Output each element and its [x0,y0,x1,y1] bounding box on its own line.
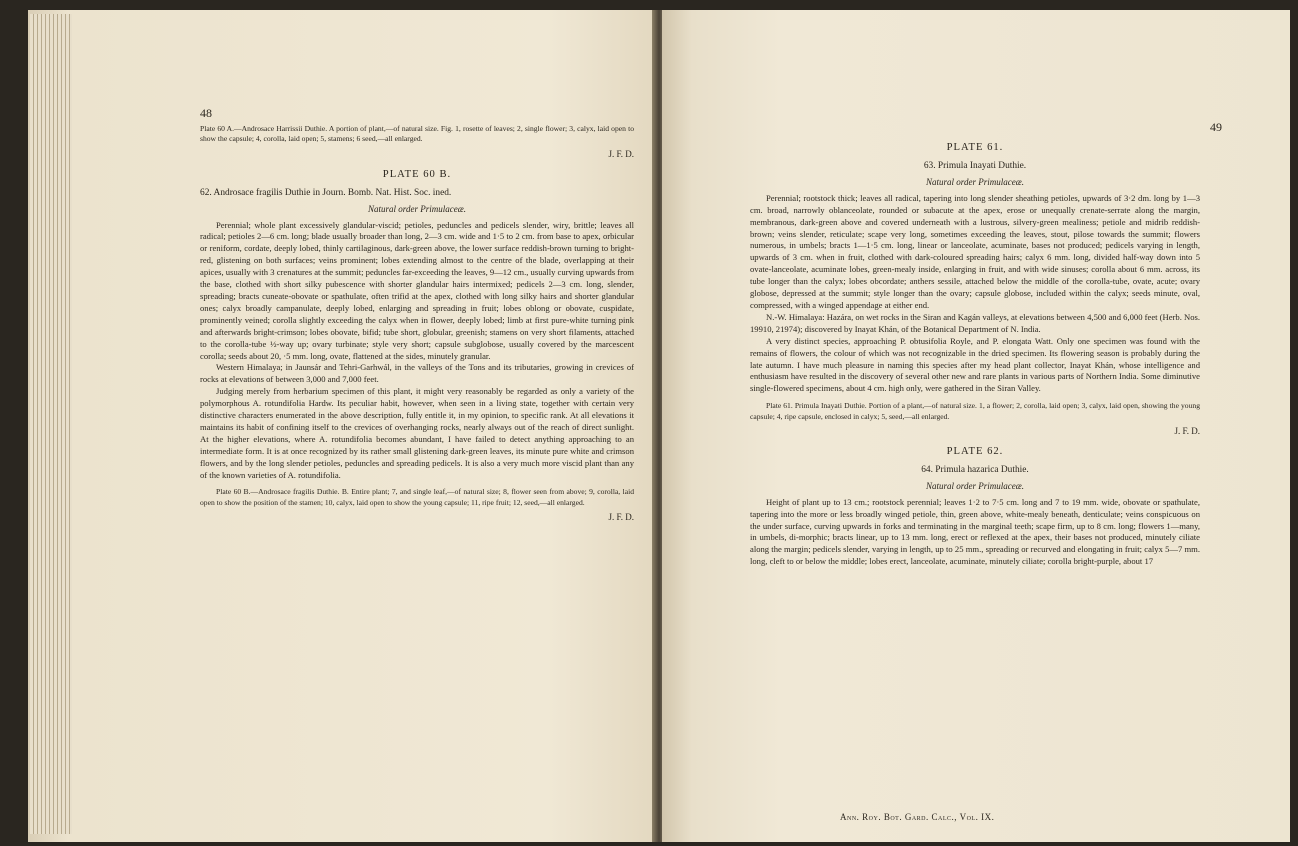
description-paragraph: Perennial; whole plant excessively glandular-viscid; petioles, peduncles and pedicels slender, wiry, brittle; leaves all radical; petioles 2—6 cm. long; blade usually broader than long, 2—3 cm. wide and 1·5 to 2 cm. from base to apex, orbicular or reniform, cordate, deeply lobed, thinly cartilaginous, dark-green above, the lower surface reddish-brown turning to bright-red, glistening on both surfaces; veins prominent; lobes extending almost to the centre of the blade, overlapping at their apices, usually with 3 crenatures at the summit; peduncles far-exceeding the leaves, 9—12 cm., usually curving upwards from the base, clothed with short silky pubescence with shorter glandular hairs intermixed; pedicels 2—3 cm. long, slender, spreading; bracts cuneate-obovate or spathulate, often trifid at the apex, clothed with long silky hairs and shorter glandular ones; calyx broadly campanulate, deeply lobed, enlarging and spreading in fruit; lobes oblong or obovate, cuspidate, prominently veined; corolla slightly exceeding the calyx when in flower, deeply lobed; limb at first pure-white turning pink and afterwards bright-crimson; lobes obovate, bifid; tube short, globular, greenish; stamens on very short filaments, attached to the corolla-tube ½-way up; ovary turbinate; style very short; capsule subglobose, usually covered by the marcescent corolla; seeds about 20, ·5 mm. long, ovate, flattened at the sides, minutely granular. [200,219,634,361]
journal-footer: Ann. Roy. Bot. Gard. Calc., Vol. IX. [840,812,995,822]
right-page [662,10,1290,842]
page-number-right: 49 [1210,120,1222,134]
signature: J. F. D. [608,512,634,523]
page-edges [30,14,72,834]
locality-paragraph: Western Himalaya; in Jaunsár and Tehri-Garhwál, in the valleys of the Tons and its tributaries, growing in crevices of rocks at elevations of between 3,000 and 7,000 feet. [200,362,634,385]
left-page [28,10,656,842]
plate-60b-caption: Plate 60 B.—Androsace fragilis Duthie. B. Entire plant; 7, and single leaf,—of natural size; 8, flower seen from above; 9, corolla, laid open to show the position of the stamen; 10, calyx, laid open to show the young capsule; 11, ripe fruit; 12, seed,—all enlarged. [200,487,634,507]
signature: J. F. D. [608,148,634,159]
species-63-title: 63. Primula Inayati Duthie. [923,161,1027,171]
signature: J. F. D. [1174,426,1200,437]
plate-heading: PLATE 60 B. [382,168,452,180]
natural-order-63: Natural order Primulaceæ. [926,176,1024,187]
plate-60a-caption: Plate 60 A.—Androsace Harrissii Duthie. A portion of plant,—of natural size. Fig. 1, rosette of leaves; 2, single flower; 3, calyx, laid open to show the capsule; 4, corolla, laid open; 5, stamens; 6 seed,—all enlarged. [200,124,634,144]
description-64-paragraph: Height of plant up to 13 cm.; rootstock perennial; leaves 1·2 to 7·5 cm. long and 7 to 19 mm. wide, obovate or spathulate, tapering into the more or less broadly winged petiole, thin, green above, white-mealy beneath, denticulate; veins conspicuous on the under surface, curving upwards in forks and terminating in the marginal teeth; scape firm, up to 8 cm. long; flowers 1—many, in umbels, di-morphic; bracts linear, up to 13 mm. long, erect or reflexed at the apex, their bases not produced, minutely ciliate along the margin; pedicels slender, varying in length, up to 25 mm., spreading or recurved and elongating in fruit; calyx 5—7 mm. long, cleft to or below the middle; lobes erect, lanceolate, acuminate, minutely ciliate; corolla bright-purple, about 17 [750,496,1200,567]
natural-order: Natural order Primulaceæ. [368,203,466,214]
species-64-title: 64. Primula hazarica Duthie. [921,464,1029,475]
left-page-content [200,114,634,524]
remarks-paragraph: Judging merely from herbarium specimen of this plant, it might very reasonably be regarded as only a variety of the polymorphous A. rotundifolia Hardw. Its peculiar habit, however, when seen in a living state, together with certain very distinctive characters enumerated in the above description, fully entitle it, in my opinion, to specific rank. At all elevations it maintains its habit of confining itself to the crevices of overhanging rocks, nearly always out of the reach of direct sunlight. At the higher elevations, where A. rotundifolia becomes abundant, I have failed to detect anything approaching to an intermediate form. It is at once recognized by its rather small glistening dark-green leaves, its minute pure white and crimson flowers, and by the long slender petioles, peduncles and spreading pedicels. It is also a very much more viscid plant than any of the known varieties of A. rotundifolia. [200,386,634,480]
locality-63-paragraph: N.-W. Himalaya: Hazára, on wet rocks in the Siran and Kagán valleys, at elevations between 4,500 and 6,000 feet (Herb. Nos. 19910, 21974); discovered by Inayat Khán, of the Botanical Department of N. India. [750,311,1201,334]
page-number-left: 48 [200,106,212,120]
remarks-63-paragraph: A very distinct species, approaching P. obtusifolia Royle, and P. elongata Watt. Only one specimen was found with the remains of flowers, the colour of which was not recognizable in the dried specimen. Its flowering season is probably during the late autumn. I have much pleasure in naming this species after my head plant collector, Inayat Khán, whose intelligence and enthusiasm have resulted in the discovery of several other new and rare plants in various parts of Northern India. Some diminutive single-flowered specimens, about 4 cm. high only, were gathered in the Siran Valley. [750,335,1200,394]
natural-order-64: Natural order Primulaceæ. [926,480,1024,491]
plate-62-heading: PLATE 62. [946,445,1004,457]
plate-61-heading: PLATE 61. [946,142,1004,153]
right-page-content [750,118,1200,568]
species-title: 62. Androsace fragilis Duthie in Journ. Bomb. Nat. Hist. Soc. ined. [200,187,452,198]
description-63-paragraph: Perennial; rootstock thick; leaves all radical, tapering into long slender sheathing petioles, upwards of 3·2 dm. long by 1—3 cm. broad, narrowly oblanceolate, rounded or subacute at the apex, erose or unequally crenate-serrate along the margin, membranous, dark-green above and covered underneath with a lustrous, silvery-green mealiness; petiole and midrib reddish-brown; veins slender, reticulate; scape very long, sometimes exceeding the leaves, stout, pilose towards the summit; flowers numerous, in umbels; bracts 1—1·5 cm. long, linear or lanceolate, acuminate, bases not produced; pedicels varying in length, upwards of 3 cm. when in fruit, clothed with dark-coloured spreading hairs; calyx 6 mm. long, divided half-way down into 5 ovate-lanceolate, acuminate lobes, green-mealy inside, enlarging in fruit, and with wide sinuses; corolla about 6 mm. across, its tube longer than the calyx; lobes obcordate; anthers sessile, attached below the middle of the corolla-tube, ovate, acute; ovary globose, depressed at the summit; style longer than the ovary; capsule globose, included within the calyx; seeds minute, oval, compressed, with a winged appendage at either end. [750,192,1200,310]
plate-61-caption: Plate 61. Primula Inayati Duthie. Portion of a plant,—of natural size. 1, a flower; 2, corolla, laid open; 3, calyx, laid open, showing the young capsule; 4, ripe capsule, enclosed in calyx; 5, seed,—all enlarged. [750,401,1200,421]
